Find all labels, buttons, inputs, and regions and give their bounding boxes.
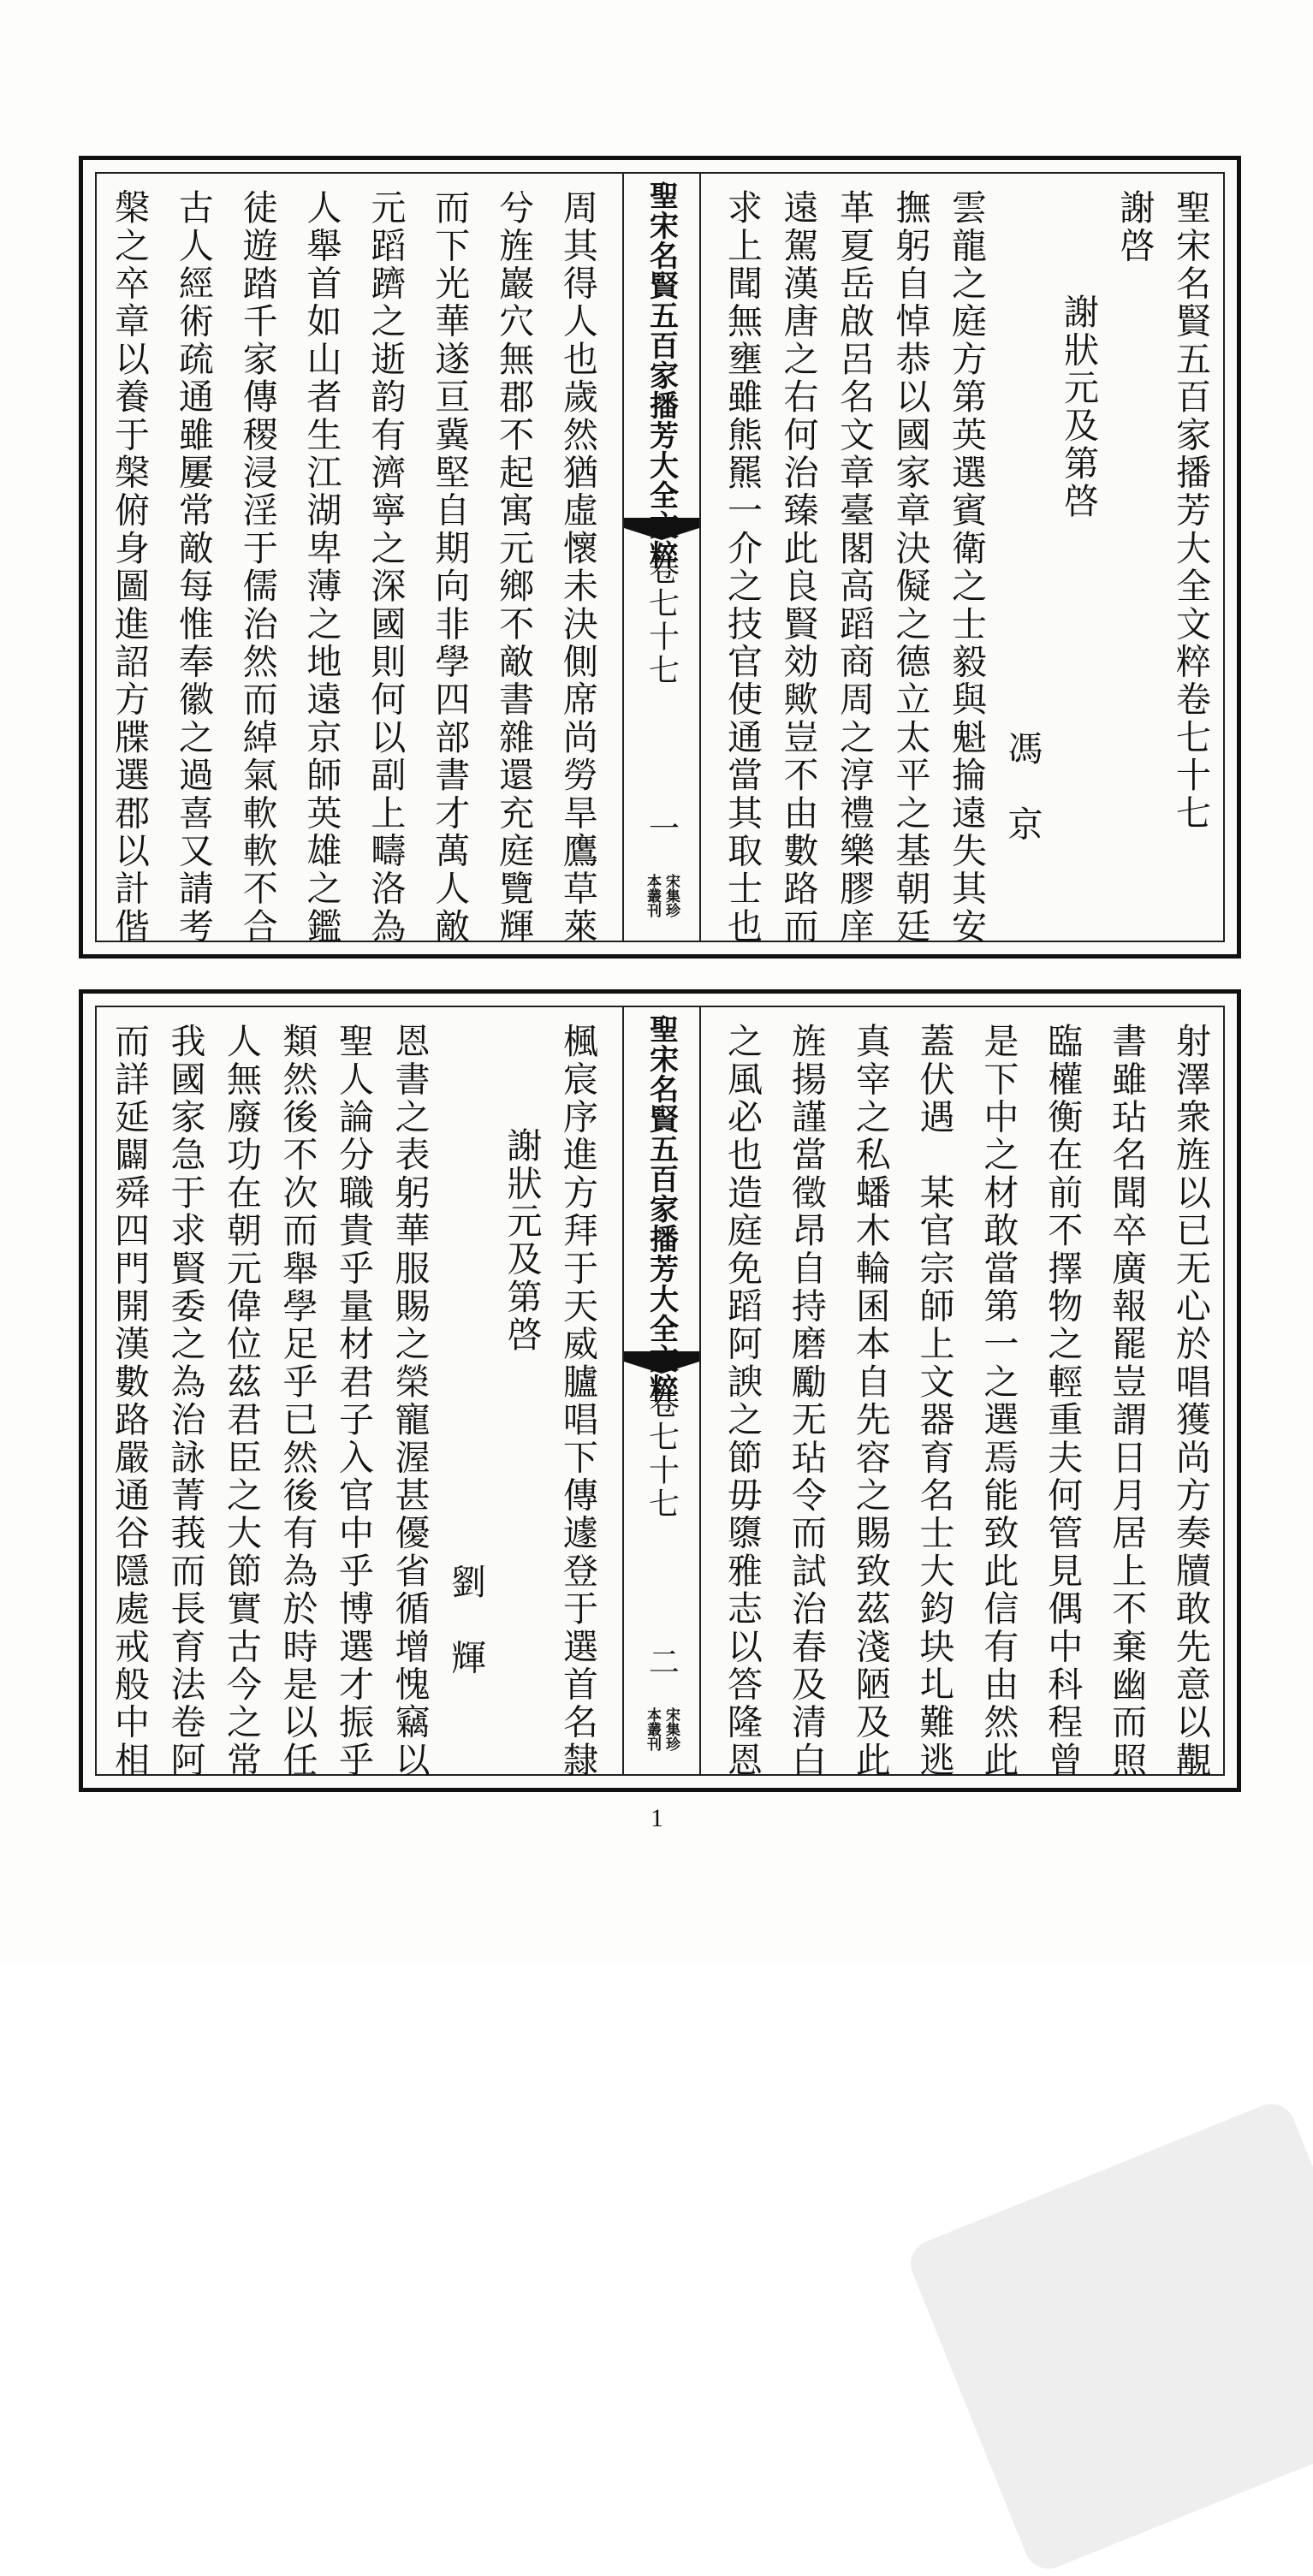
text-column: 書雖玷名聞卒廣報罷豈謂日月居上不棄幽而照 (1106, 1023, 1148, 1779)
text-column: 旌揚謹當徵昂自持磨勵无玷令而試治春及清白 (785, 1023, 827, 1779)
text-column: 楓宸序進方拜于天威臚唱下傳遽登于選首名隸 (557, 1023, 598, 1779)
text-column: 元蹈躋之逝韵有濟寧之深國則何以副上疇洛為 (365, 189, 407, 946)
upper-right-half (710, 174, 1223, 946)
series-seal (624, 1707, 699, 1783)
text-column: 人舉首如山者生江湖卑薄之地遠京師英雄之鑑 (300, 189, 342, 946)
page-number: 1 (651, 1804, 663, 1832)
lower-left-half (97, 1007, 610, 1779)
lower-panel (79, 989, 1241, 1792)
text-column: 是下中之材敢當第一之選焉能致此信有由然此 (977, 1023, 1019, 1779)
spine-volume-label: 卷七十七 (644, 554, 680, 687)
text-column: 徒遊踏千家傳稷浸淫于儒治然而綽氣軟軟不合 (236, 189, 278, 946)
fish-tail-mark (624, 518, 699, 549)
lower-right-half (710, 1007, 1223, 1779)
seal-text: 本叢刊 (644, 1707, 661, 1751)
faded-watermark (904, 2097, 1313, 2576)
author-column: 馮 京 (1001, 730, 1043, 844)
seal-text: 宋集珍 (662, 1707, 680, 1751)
lower-panel-frame (95, 1006, 1225, 1779)
text-column: 類然後不次而舉學足乎已然後有為於時是以任 (276, 1023, 318, 1779)
upper-panel (79, 156, 1241, 959)
text-column: 革夏岳啟呂名文章臺閣高蹈商周之淳禮樂膠庠 (834, 189, 875, 946)
spine-volume-label: 卷七十七 (644, 1387, 680, 1521)
text-column: 撫躬自悼恭以國家章決儗之德立太平之基朝廷 (889, 189, 931, 946)
text-column: 人無廢功在朝元偉位茲君臣之大節實古今之常 (221, 1023, 262, 1779)
text-column: 而下光華遂亘冀堅自期向非學四部書才萬人敵 (429, 189, 471, 946)
text-column: 射澤衆旌以已无心於唱獲尚方奏牘敢先意以覯 (1169, 1023, 1211, 1779)
seal-text: 本叢刊 (644, 874, 661, 917)
lower-spine (622, 1007, 701, 1774)
author-column: 劉 輝 (445, 1564, 486, 1677)
text-column: 而詳延闢舜四門開漢數路嚴通谷隱處戒般中相 (109, 1023, 150, 1779)
text-column: 雲龍之庭方第英選賓衛之士毅與魁掄遠失其安 (946, 189, 987, 946)
text-column: 臨權衡在前不擇物之輕重夫何管見偶中科程曾 (1042, 1023, 1084, 1779)
essay-title-column: 謝狀元及第啓 (1058, 294, 1099, 521)
text-column: 古人經術疏通雖屢常敵每惟奉徽之過喜又請考 (172, 189, 214, 946)
text-column: 聖人論分職貴乎量材君子入官中乎博選才振乎 (333, 1023, 374, 1779)
text-column: 恩書之表躬華服賜之榮寵渥甚優省循增愧竊以 (389, 1023, 431, 1779)
upper-spine (622, 174, 701, 941)
essay-title-column: 謝狀元及第啓 (501, 1127, 543, 1355)
seal-text: 宋集珍 (662, 874, 680, 917)
spine-leaf-number: 二 (644, 1646, 680, 1677)
spine-book-title: 聖宋名賢五百家播芳大全文粹 (644, 1014, 679, 1404)
text-column: 蓋伏遇 某官宗師上文器育名士大鈞块圠難逃 (913, 1023, 955, 1779)
text-column: 之風必也造庭免蹈阿諛之節毋隳雅志以答隆恩 (722, 1023, 763, 1779)
text-column: 我國家急于求賢委之為治詠菁莪而長育法卷阿 (164, 1023, 206, 1779)
upper-panel-frame (95, 172, 1225, 946)
text-column: 兮旌巖穴無郡不起寓元鄉不敵書雜還充庭覽輝 (493, 189, 535, 946)
text-column: 真宰之私蟠木輪囷本自先容之賜致茲淺陋及此 (849, 1023, 891, 1779)
text-column: 周其得人也歲然猶虛懷未決側席尚勞旱鷹草萊 (556, 189, 598, 946)
fish-tail-mark (624, 1351, 699, 1382)
upper-left-half (97, 174, 610, 946)
spine-leaf-number: 一 (644, 812, 680, 843)
text-column: 槃之卒章以養于槃俯身圖進詔方牒選郡以計偕 (109, 189, 150, 946)
text-column: 謝啓 (1114, 189, 1156, 265)
text-column: 聖宋名賢五百家播芳大全文粹卷七十七 (1170, 189, 1211, 833)
spine-book-title: 聖宋名賢五百家播芳大全文粹 (644, 181, 679, 570)
series-seal (624, 874, 699, 949)
text-column: 求上聞無壅雖熊羆一介之技官使通當其取士也 (722, 189, 763, 946)
text-column: 遠駕漢唐之右何治臻此良賢効歟豈不由數路而 (777, 189, 819, 946)
